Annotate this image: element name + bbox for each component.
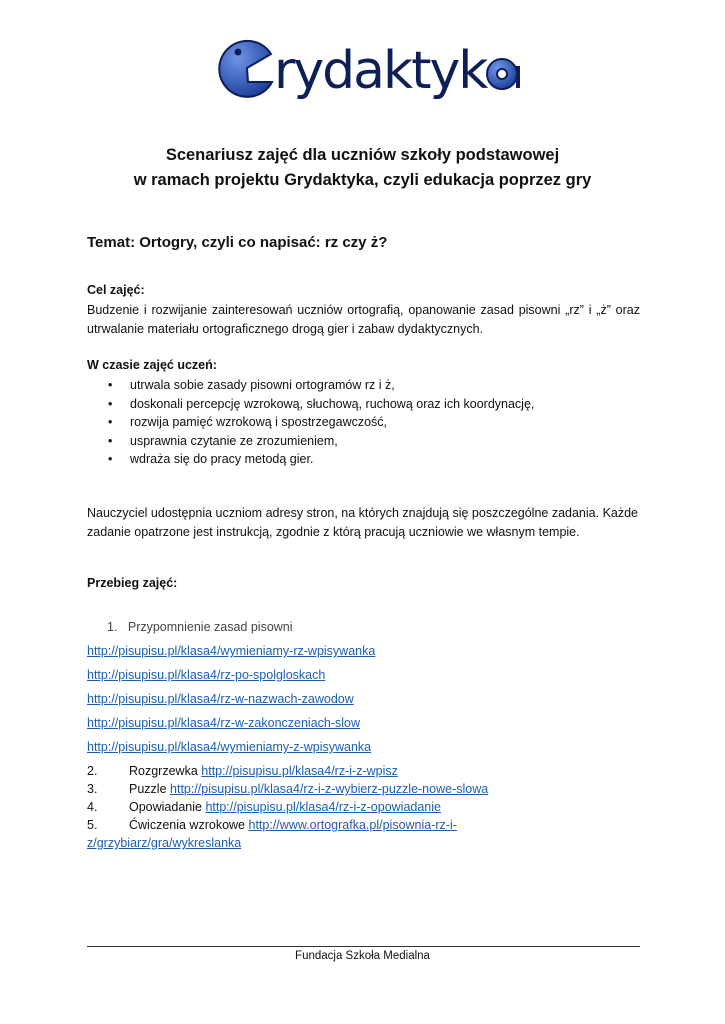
course-heading: Przebieg zajęć: (87, 576, 178, 590)
list-item: • doskonali percepcję wzrokową, słuchową, ruchową oraz ich koordynację, (87, 395, 534, 414)
link-wymieniamy-z[interactable]: http://pisupisu.pl/klasa4/wymieniamy-z-wpisywanka (87, 740, 372, 754)
link-rz-w-zakonczeniach-slow[interactable]: http://pisupisu.pl/klasa4/rz-w-zakonczeniach-slow (87, 716, 361, 730)
step-2: 2. Rozgrzewka http://pisupisu.pl/klasa4/rz-i-z-wpisz (87, 764, 398, 778)
link-wymieniamy-rz[interactable]: http://pisupisu.pl/klasa4/wymieniamy-rz-wpisywanka (87, 644, 376, 658)
list-item: • usprawnia czytanie ze zrozumieniem, (87, 432, 534, 451)
during-list (87, 376, 534, 469)
step-4: 4. Opowiadanie http://pisupisu.pl/klasa4/rz-i-z-opowiadanie (87, 800, 441, 814)
during-heading: W czasie zajęć uczeń: (87, 358, 217, 372)
link-cwiczenia-wzrokowe[interactable]: http://www.ortografka.pl/pisownia-rz-i- (248, 818, 457, 832)
link-rozgrzewka[interactable]: http://pisupisu.pl/klasa4/rz-i-z-wpisz (201, 764, 398, 778)
bullet-icon: • (108, 433, 113, 448)
grydaktyka-logo (202, 32, 527, 114)
link-rz-w-nazwach-zawodow[interactable]: http://pisupisu.pl/klasa4/rz-w-nazwach-zawodow (87, 692, 354, 706)
intro-text: Nauczyciel udostępnia uczniom adresy stron, na których znajdują się poszczególne zadania. Każde zadanie opatrzone jest instrukcją, zgodnie z którą pracują uczniowie we własnym tempie. (87, 506, 639, 539)
step-1: 1. Przypomnienie zasad pisowni (107, 620, 293, 634)
list-item: • wdraża się do pracy metodą gier. (87, 450, 534, 469)
bullet-icon: • (108, 396, 113, 411)
bullet-icon: • (108, 452, 113, 466)
footer-divider (87, 946, 640, 947)
link-opowiadanie[interactable]: http://pisupisu.pl/klasa4/rz-i-z-opowiadanie (205, 800, 441, 814)
goal-text: Budzenie i rozwijanie zainteresowań uczniów ortografią, opanowanie zasad pisowni „rz” i „ż” oraz utrwalanie materiału ortograficznego drogą gier i zabaw dydaktycznych. (87, 303, 640, 336)
goal-heading: Cel zajęć: (87, 283, 145, 297)
step-3: 3. Puzzle http://pisupisu.pl/klasa4/rz-i-z-wybierz-puzzle-nowe-slowa (87, 782, 489, 796)
list-item: • utrwala sobie zasady pisowni ortogramów rz i ż, (87, 376, 534, 395)
list-item: • rozwija pamięć wzrokową i spostrzegawczość, (87, 413, 534, 432)
link-cwiczenia-wzrokowe-cont[interactable]: z/grzybiarz/gra/wykreslanka (87, 836, 242, 850)
link-puzzle[interactable]: http://pisupisu.pl/klasa4/rz-i-z-wybierz-puzzle-nowe-slowa (170, 782, 489, 796)
svg-text:rydaktyk: rydaktyk (274, 41, 487, 101)
document-title-line-2: w ramach projektu Grydaktyka, czyli edukacja poprzez gry (133, 171, 592, 189)
footer-text: Fundacja Szkoła Medialna (295, 950, 430, 962)
link-rz-po-spolgloskach[interactable]: http://pisupisu.pl/klasa4/rz-po-spolgloskach (87, 668, 326, 682)
bullet-icon: • (108, 415, 113, 429)
step-5: 5. Ćwiczenia wzrokowe http://www.ortografka.pl/pisownia-rz-i- (87, 818, 457, 832)
document-title-line-1: Scenariusz zajęć dla uczniów szkoły podstawowej (165, 146, 560, 164)
bullet-icon: • (108, 378, 113, 392)
lesson-topic: Temat: Ortogry, czyli co napisać: rz czy ż? (87, 234, 388, 251)
